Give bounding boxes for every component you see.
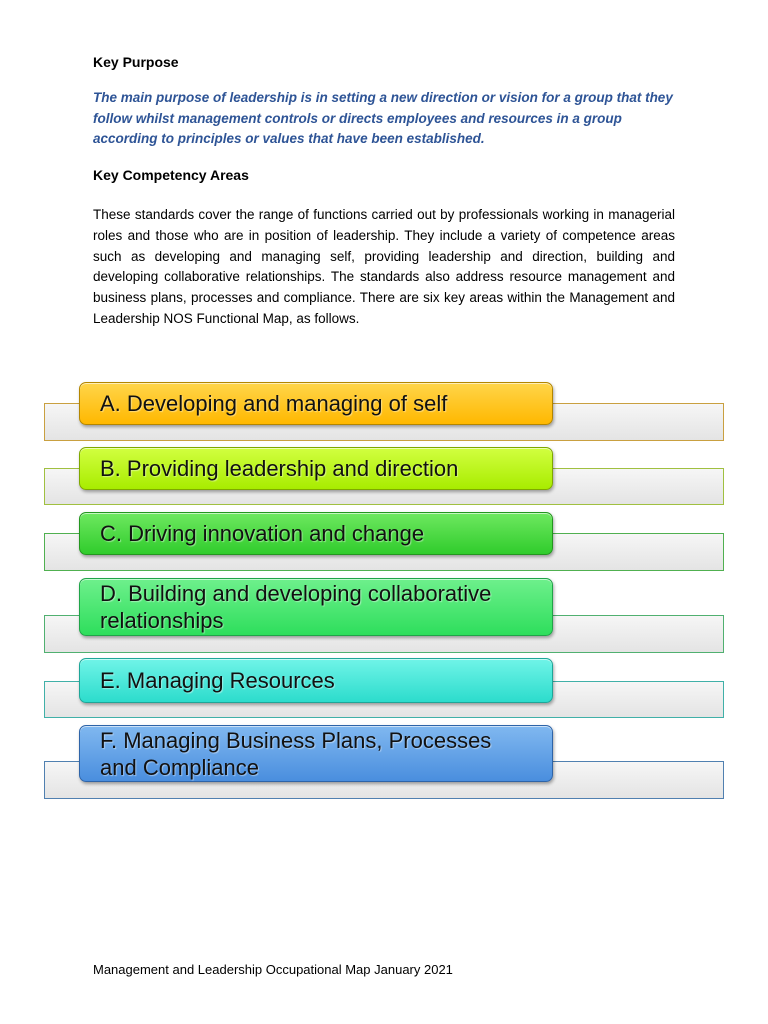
area-label: C. Driving innovation and change (100, 521, 425, 546)
area-pill-d (79, 578, 553, 636)
competency-heading: Key Competency Areas (93, 167, 249, 183)
area-label: E. Managing Resources (100, 668, 335, 693)
area-pill-a (79, 382, 553, 425)
page-footer: Management and Leadership Occupational Map January 2021 (93, 962, 453, 977)
area-pill-b (79, 447, 553, 490)
area-label: A. Developing and managing of self (100, 391, 448, 416)
area-pill-f (79, 725, 553, 782)
competency-text: These standards cover the range of functions carried out by professionals working in managerial roles and those who are in position of leadership. They include a variety of competence areas such as developing and managing self, providing leadership and direction, building and developing collaborative relationships. The standards also address resource management and business plans, processes and compliance. There are six key areas within the Management and Leadership NOS Functional Map, as follows. (93, 207, 675, 326)
area-pill-c (79, 512, 553, 555)
area-label: F. Managing Business Plans, Processes and Compliance (100, 727, 492, 780)
area-label: B. Providing leadership and direction (100, 456, 459, 481)
key-purpose-heading: Key Purpose (93, 54, 179, 70)
area-pill-e (79, 658, 553, 703)
key-purpose-text: The main purpose of leadership is in setting a new direction or vision for a group that they follow whilst management controls or directs employees and resources in a group according to principles or values that have been established. (93, 90, 673, 146)
area-label: D. Building and developing collaborative relationships (100, 581, 492, 633)
